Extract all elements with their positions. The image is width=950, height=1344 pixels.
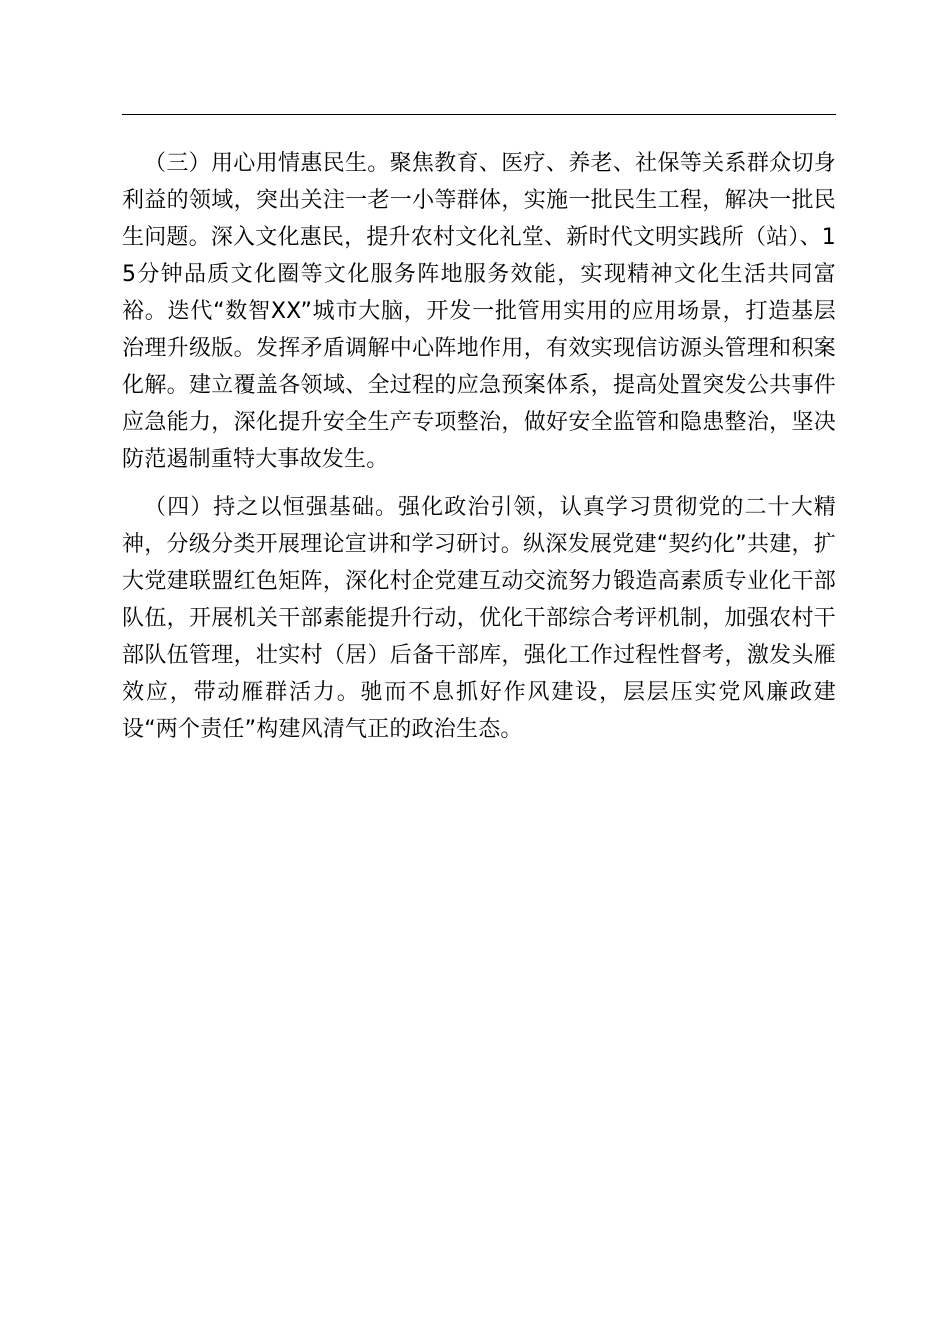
- header-rule: [122, 114, 836, 115]
- paragraph-section-four: （四）持之以恒强基础。强化政治引领，认真学习贯彻党的二十大精神，分级分类开展理论宣讲和学习研讨。纵深发展党建“契约化”共建，扩大党建联盟红色矩阵，深化村企党建互动交流努力锻造高素质专业化干部队伍，开展机关干部素能提升行动，优化干部综合考评机制，加强农村干部队伍管理，壮实村（居）后备干部库，强化工作过程性督考，激发头雁效应，带动雁群活力。驰而不息抓好作风建设，层层压实党风廉政建设“两个责任”构建风清气正的政治生态。: [122, 495, 836, 742]
- paragraph-section-three: （三）用心用情惠民生。聚焦教育、医疗、养老、社保等关系群众切身利益的领域，突出关注一老一小等群体，实施一批民生工程，解决一批民生问题。深入文化惠民，提升农村文化礼堂、新时代文明实践所（站）、15分钟品质文化圈等文化服务阵地服务效能，实现精神文化生活共同富裕。迭代“数智XX”城市大脑，开发一批管用实用的应用场景，打造基层治理升级版。发挥矛盾调解中心阵地作用，有效实现信访源头管理和积案化解。建立覆盖各领域、全过程的应急预案体系，提高处置突发公共事件应急能力，深化提升安全生产专项整治，做好安全监管和隐患整治，坚决防范遏制重特大事故发生。: [122, 151, 836, 472]
- document-body: [122, 145, 836, 748]
